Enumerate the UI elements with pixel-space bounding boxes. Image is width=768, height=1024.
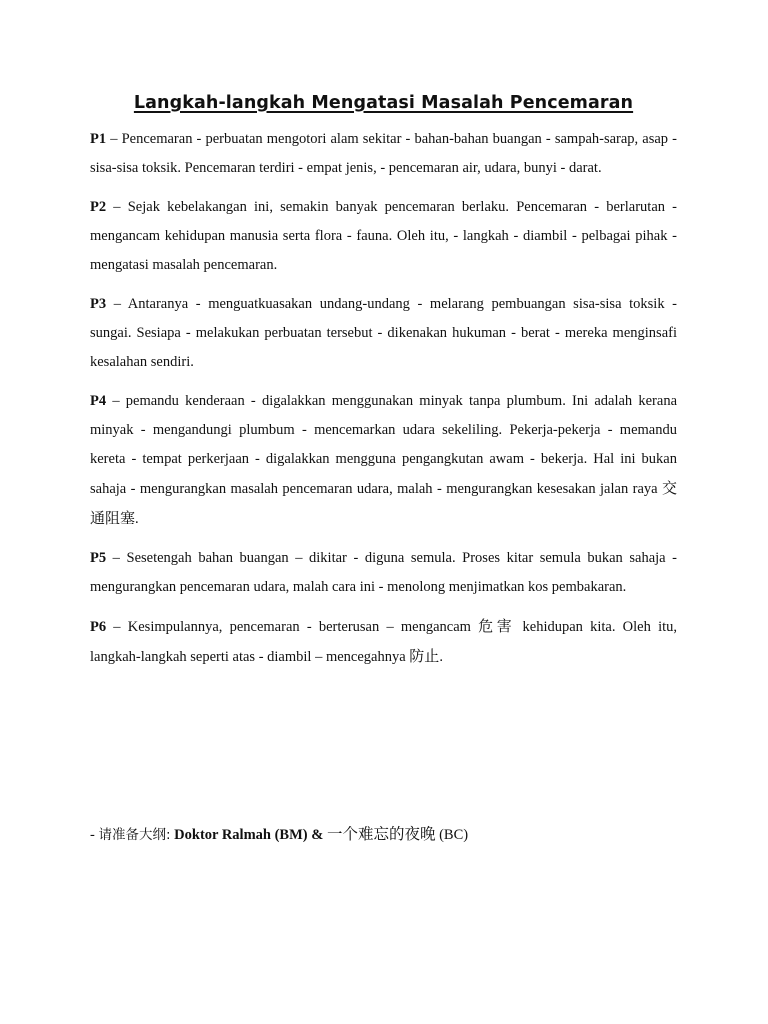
chinese-term: 交通阻塞: [90, 479, 677, 527]
paragraph-dash: –: [106, 550, 127, 566]
paragraph-label: P6: [90, 619, 107, 635]
footer-item-bm: Doktor Ralmah (BM): [170, 827, 312, 843]
footer-cjk-title: 一个难忘的夜晚: [326, 825, 436, 843]
paragraph-label: P1: [90, 131, 107, 147]
chinese-term: 防止: [409, 647, 440, 665]
document-body: [90, 93, 677, 682]
paragraph-text: Pencemaran - perbuatan mengotori alam sekitar - bahan-bahan buangan - sampah-sarap, asap - sisa-sisa toksik. Pencemaran terdiri - empat jenis, - pencemaran air, udara, bunyi - darat.: [90, 131, 678, 176]
paragraph-label: P5: [90, 550, 107, 566]
paragraph-text: Kesimpulannya, pencemaran - berterusan – mengancam: [127, 619, 479, 635]
footer-item-bc: (BC): [435, 827, 469, 843]
footer-note: [90, 822, 468, 844]
footer-ampersand: &: [311, 827, 327, 843]
paragraph-tail: .: [439, 649, 443, 665]
paragraph-dash: –: [106, 296, 128, 312]
paragraph-text: Antaranya - menguatkuasakan undang-undang - melarang pembuangan sisa-sisa toksik - sungai. Sesiapa - melakukan perbuatan tersebut - dikenakan hukuman - berat - mereka menginsafi kesalahan sendiri.: [90, 296, 677, 370]
paragraph-dash: –: [106, 131, 122, 147]
paragraph-label: P3: [90, 296, 107, 312]
paragraph-label: P4: [90, 393, 107, 409]
paragraph-dash: –: [106, 619, 128, 635]
paragraph-p5: [90, 544, 677, 602]
paragraph-label: P2: [90, 199, 107, 215]
paragraph-p2: [90, 193, 677, 280]
paragraph-text: pemandu kenderaan - digalakkan menggunakan minyak tanpa plumbum. Ini adalah kerana minyak - mengandungi plumbum - mencemarkan udara sekeliling. Pekerja-pekerja - memandu kereta - tempat perkerjaan - digalakkan mengguna pengangkutan awam - bekerja. Hal ini bukan sahaja - mengurangkan masalah pencemaran udara, malah - mengurangkan kesesakan jalan raya: [90, 393, 678, 497]
paragraph-p3: [90, 290, 677, 377]
paragraph-text: Sejak kebelakangan ini, semakin banyak pencemaran berlaku. Pencemaran - berlarutan - mengancam kehidupan manusia serta flora - fauna. Oleh itu, - langkah - diambil - pelbagai pihak - mengatasi masalah pencemaran.: [90, 199, 678, 273]
chinese-term: 危害: [478, 617, 516, 635]
paragraph-p4: [90, 387, 677, 534]
paragraph-dash: –: [106, 199, 128, 215]
footer-cjk-label: 请准备大纲:: [98, 827, 171, 843]
footer-prefix: -: [90, 827, 99, 843]
paragraph-tail: .: [135, 511, 139, 527]
paragraph-p6: [90, 612, 677, 672]
paragraph-p1: [90, 125, 677, 183]
paragraph-text: kehidupan kita. Oleh itu, langkah-langkah seperti atas - diambil – mencegahnya: [90, 619, 677, 665]
paragraph-dash: –: [106, 393, 126, 409]
document-title: Langkah-langkah Mengatasi Masalah Pencemaran: [133, 93, 634, 113]
paragraph-text: Sesetengah bahan buangan – dikitar - diguna semula. Proses kitar semula bukan sahaja - mengurangkan pencemaran udara, malah cara ini - menolong menjimatkan kos pembakaran.: [90, 550, 678, 595]
